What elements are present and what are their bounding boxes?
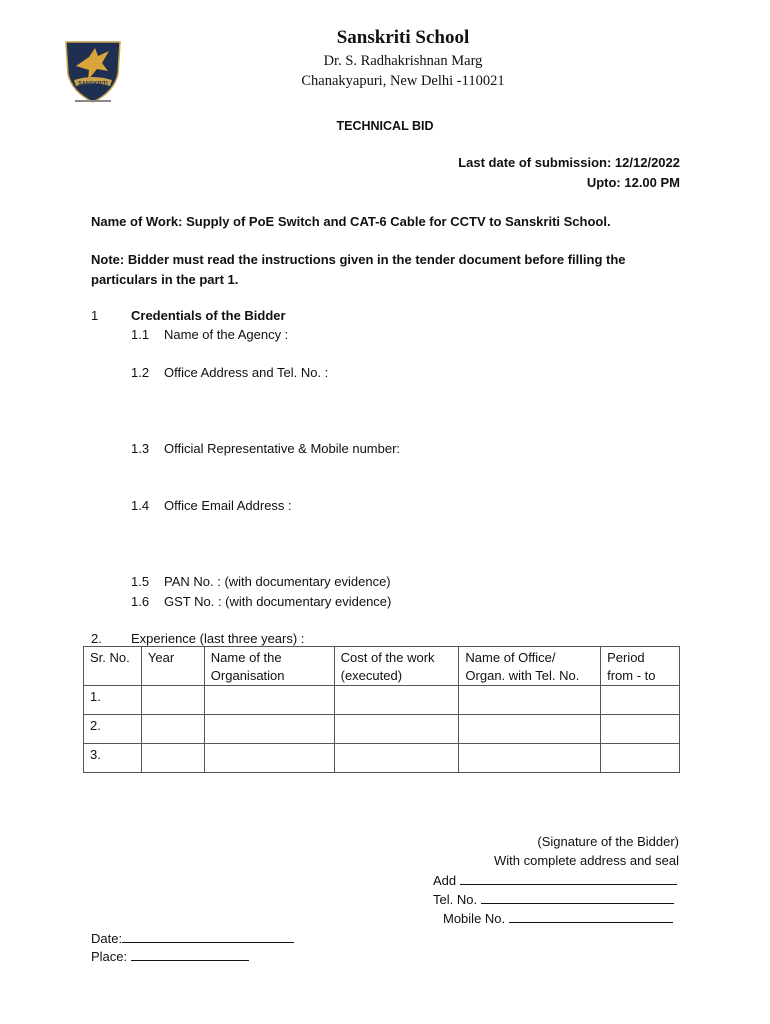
date-blank bbox=[122, 930, 294, 943]
address-line-2: Chanakyapuri, New Delhi -110021 bbox=[301, 73, 505, 89]
logo-text: SANSKRITI bbox=[78, 81, 108, 87]
section-1-title: Credentials of the Bidder bbox=[131, 308, 286, 323]
table-row bbox=[84, 715, 680, 744]
mobile-line-field bbox=[443, 910, 673, 926]
column-header: Name of the Organisation bbox=[204, 647, 334, 686]
address-label: Add bbox=[433, 873, 457, 888]
address-line-field bbox=[433, 872, 677, 888]
table-row bbox=[84, 686, 680, 715]
item-official-representative: Official Representative & Mobile number: bbox=[164, 441, 401, 456]
item-pan-number: PAN No. : (with documentary evidence) bbox=[164, 574, 391, 589]
table-cell bbox=[204, 686, 334, 715]
column-header: Year bbox=[141, 647, 204, 686]
place-field bbox=[91, 948, 249, 964]
table-row bbox=[84, 744, 680, 773]
item-1-4-number: 1.4 bbox=[131, 498, 150, 513]
item-1-1-number: 1.1 bbox=[131, 327, 150, 342]
row-number: 3. bbox=[84, 744, 142, 773]
table-cell bbox=[204, 715, 334, 744]
item-1-2-number: 1.2 bbox=[131, 365, 150, 380]
item-1-5-number: 1.5 bbox=[131, 574, 150, 589]
table-cell bbox=[141, 686, 204, 715]
item-gst-number: GST No. : (with documentary evidence) bbox=[164, 594, 392, 609]
bidder-note: Note: Bidder must read the instructions given in the tender document before filling the particulars in the part 1. bbox=[91, 252, 626, 287]
submission-time: Upto: 12.00 PM bbox=[586, 175, 680, 190]
row-number: 2. bbox=[84, 715, 142, 744]
mobile-blank bbox=[509, 910, 673, 923]
place-label: Place: bbox=[91, 949, 128, 964]
name-of-work: Name of Work: Supply of PoE Switch and CAT-6 Cable for CCTV to Sanskriti School. bbox=[91, 214, 611, 229]
table-cell bbox=[459, 744, 601, 773]
experience-table bbox=[83, 646, 680, 773]
table-cell bbox=[601, 744, 680, 773]
item-1-6-number: 1.6 bbox=[131, 594, 150, 609]
tel-blank bbox=[481, 891, 674, 904]
submission-deadline: Last date of submission: 12/12/2022 bbox=[458, 155, 680, 170]
item-agency-name: Name of the Agency : bbox=[164, 327, 289, 342]
table-header-row bbox=[84, 647, 680, 686]
section-2-number: 2. bbox=[91, 631, 102, 646]
item-office-address: Office Address and Tel. No. : bbox=[164, 365, 329, 380]
place-blank bbox=[131, 948, 249, 961]
address-blank bbox=[460, 872, 677, 885]
date-field bbox=[91, 930, 294, 946]
table-cell bbox=[141, 744, 204, 773]
column-header: Cost of the work (executed) bbox=[334, 647, 459, 686]
column-header: Name of Office/ Organ. with Tel. No. bbox=[459, 647, 601, 686]
column-header: Period from - to bbox=[601, 647, 680, 686]
table-cell bbox=[334, 744, 459, 773]
tel-label: Tel. No. bbox=[433, 892, 478, 907]
column-header: Sr. No. bbox=[84, 647, 142, 686]
table-cell bbox=[204, 744, 334, 773]
address-line-1: Dr. S. Radhakrishnan Marg bbox=[323, 53, 483, 69]
mobile-label: Mobile No. bbox=[443, 911, 506, 926]
table-cell bbox=[459, 686, 601, 715]
section-1-number: 1 bbox=[91, 308, 99, 323]
table-cell bbox=[334, 686, 459, 715]
table-cell bbox=[459, 715, 601, 744]
table-cell bbox=[141, 715, 204, 744]
table-cell bbox=[334, 715, 459, 744]
item-1-3-number: 1.3 bbox=[131, 441, 150, 456]
signature-caption: (Signature of the Bidder) bbox=[537, 834, 679, 849]
table-cell bbox=[601, 686, 680, 715]
date-label: Date: bbox=[91, 931, 123, 946]
tel-line-field bbox=[433, 891, 674, 907]
table-cell bbox=[601, 715, 680, 744]
bid-title: TECHNICAL BID bbox=[336, 119, 434, 133]
section-2-title: Experience (last three years) : bbox=[131, 631, 305, 646]
item-office-email: Office Email Address : bbox=[164, 498, 292, 513]
school-name: Sanskriti School bbox=[336, 27, 470, 48]
row-number: 1. bbox=[84, 686, 142, 715]
signature-subcaption: With complete address and seal bbox=[494, 853, 679, 868]
